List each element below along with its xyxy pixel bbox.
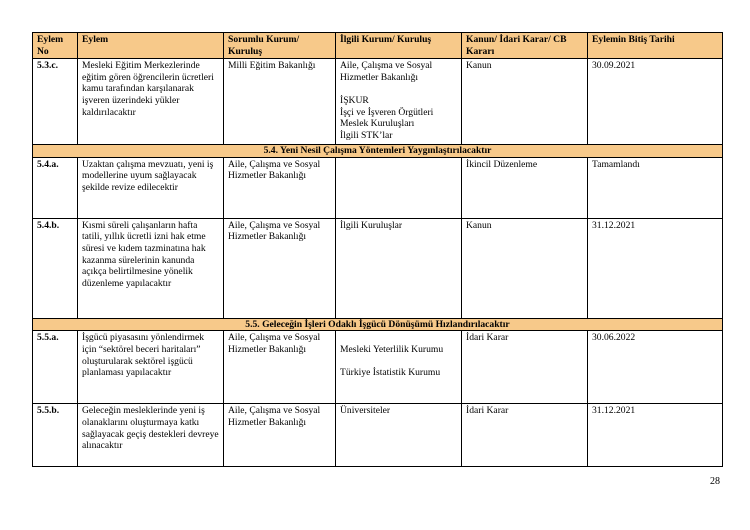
section-header-row [33,145,723,158]
related-item: Mesleki Yeterlilik Kurumu [340,343,444,355]
table-header-row [33,33,723,59]
row-id: 5.3.c. [33,59,78,145]
row-law: Kanun [462,59,588,145]
row-law: İdari Karar [462,331,588,404]
table-row [33,157,723,218]
row-deadline: 31.12.2021 [588,218,723,318]
row-deadline: 30.09.2021 [588,59,723,145]
row-deadline: 30.06.2022 [588,331,723,404]
row-related [336,157,462,218]
related-item: İlgili STK’lar [340,129,393,141]
row-law: Kanun [462,218,588,318]
row-id: 5.5.b. [33,404,78,467]
header-action: Eylem [78,33,224,59]
section-title: 5.5. Geleceğin İşleri Odaklı İşgücü Dönüşümü Hızlandırılacaktır [33,318,723,331]
related-item: Aile, Çalışma ve Sosyal Hizmetler Bakanlığı [340,60,433,83]
row-id: 5.5.a. [33,331,78,404]
row-related: Üniversiteler [336,404,462,467]
related-item: Meslek Kuruluşları [340,118,415,130]
row-action: Uzaktan çalışma mevzuatı, yeni iş modellerine uyum sağlayacak şekilde revize edilecektir [78,157,224,218]
table-row [33,404,723,467]
row-law: İdari Karar [462,404,588,467]
row-action: Kısmi süreli çalışanların hafta tatili, yıllık ücretli izni hak etme süresi ve kıdem tazminatına hak kazanma sürelerinin kanunda açıkça belirtilmesine yönelik düzenleme yapılacaktır [78,218,224,318]
row-responsible: Aile, Çalışma ve Sosyal Hizmetler Bakanlığı [224,157,336,218]
row-related [336,331,462,404]
page-number: 28 [710,476,720,487]
action-plan-table [32,32,723,467]
section-title: 5.4. Yeni Nesil Çalışma Yöntemleri Yaygınlaştırılacaktır [33,145,723,158]
related-item: İŞKUR [340,94,369,106]
header-id: Eylem No [33,33,78,59]
row-deadline: 31.12.2021 [588,404,723,467]
row-responsible: Aile, Çalışma ve Sosyal Hizmetler Bakanlığı [224,218,336,318]
header-related: İlgili Kurum/ Kuruluş [336,33,462,59]
row-action: İşgücü piyasasını yönlendirmek için “sektörel beceri haritaları” oluşturularak sektörel işgücü planlaması yapılacaktır [78,331,224,404]
row-deadline: Tamamlandı [588,157,723,218]
row-related [336,59,462,145]
section-header-row [33,318,723,331]
header-law: Kanun/ İdari Karar/ CB Kararı [462,33,588,59]
row-law: İkincil Düzenleme [462,157,588,218]
table-row [33,331,723,404]
table-row [33,59,723,145]
related-item: Türkiye İstatistik Kurumu [340,367,441,379]
related-item: İşçi ve İşveren Örgütleri [340,106,434,118]
row-responsible: Aile, Çalışma ve Sosyal Hizmetler Bakanlığı [224,331,336,404]
row-id: 5.4.b. [33,218,78,318]
row-action: Geleceğin mesleklerinde yeni iş olanaklarını oluşturmaya katkı sağlayacak geçiş destekleri devreye alınacaktır [78,404,224,467]
row-id: 5.4.a. [33,157,78,218]
row-related: İlgili Kuruluşlar [336,218,462,318]
header-deadline: Eylemin Bitiş Tarihi [588,33,723,59]
row-responsible: Aile, Çalışma ve Sosyal Hizmetler Bakanlığı [224,404,336,467]
row-responsible: Milli Eğitim Bakanlığı [224,59,336,145]
header-responsible: Sorumlu Kurum/ Kuruluş [224,33,336,59]
table-row [33,218,723,318]
row-action: Mesleki Eğitim Merkezlerinde eğitim gören öğrencilerin ücretleri kamu tarafından karşılanarak işveren üzerindeki yükler kaldırılacaktır [78,59,224,145]
